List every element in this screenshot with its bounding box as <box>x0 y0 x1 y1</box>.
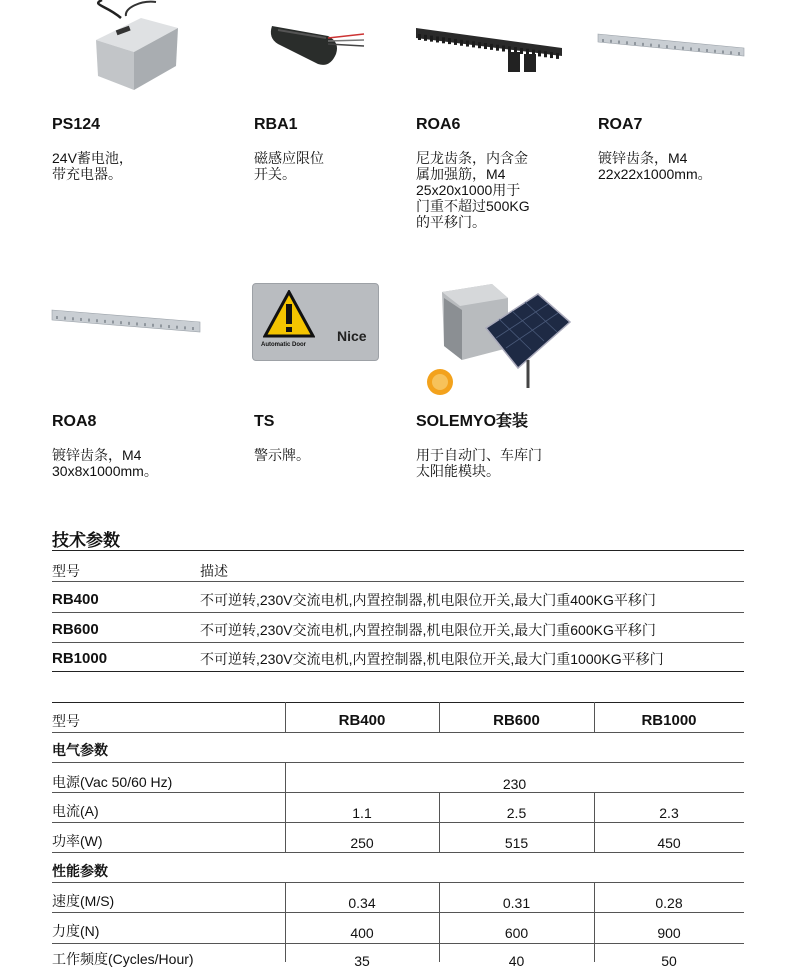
tech-row-model: RB600 <box>52 621 99 638</box>
spec-row-label: 工作频度(Cycles/Hour) <box>52 951 194 967</box>
spec-value: 40 <box>508 953 525 969</box>
rule <box>52 671 744 672</box>
product-name-solemyo: SOLEMYO套装 <box>416 413 529 430</box>
product-desc-solemyo: 用于自动门、车库门 太阳能模块。 <box>416 447 542 479</box>
spec-value: 600 <box>504 925 529 941</box>
spec-value: 400 <box>350 925 374 941</box>
spec-value: 2.3 <box>659 805 679 821</box>
product-name-ts: TS <box>254 413 275 430</box>
spec-row-label: 电流(A) <box>52 803 99 819</box>
spec-row-label: 功率(W) <box>52 833 103 849</box>
sun-icon <box>427 369 453 395</box>
tech-row-desc: 不可逆转,230V交流电机,内置控制器,机电限位开关,最大门重400KG平移门 <box>200 592 656 608</box>
tech-header-model: 型号 <box>52 563 80 579</box>
col-divider <box>439 882 440 962</box>
rule <box>52 912 744 913</box>
tech-section-title: 技术参数 <box>52 531 120 550</box>
tech-row-desc: 不可逆转,230V交流电机,内置控制器,机电限位开关,最大门重600KG平移门 <box>200 622 656 638</box>
nylon-rack-image <box>414 22 564 74</box>
spec-value: 0.34 <box>348 895 376 911</box>
spec-section-title: 性能参数 <box>52 863 108 879</box>
spec-header-rb1000: RB1000 <box>641 712 697 729</box>
rule <box>52 822 744 823</box>
spec-value: 0.28 <box>655 895 683 911</box>
spec-section-title: 电气参数 <box>52 742 108 758</box>
nice-logo: Nice <box>337 328 367 344</box>
battery-unit-image <box>86 0 186 95</box>
product-desc-roa7: 镀锌齿条，M4 22x22x1000mm。 <box>598 150 712 182</box>
magnetic-switch-image <box>268 20 368 80</box>
product-desc-rba1: 磁感应限位 开关。 <box>254 150 324 182</box>
spec-header-rb600: RB600 <box>493 712 540 729</box>
rule <box>52 612 744 613</box>
spec-value: 1.1 <box>352 805 372 821</box>
product-desc-roa6: 尼龙齿条，内含金 属加强筋，M4 25x20x1000用于 门重不超过500KG 的平移门。 <box>416 150 530 230</box>
warning-triangle-icon <box>263 290 315 340</box>
spec-value: 0.31 <box>502 895 531 911</box>
rule <box>52 732 744 733</box>
spec-value: 900 <box>657 925 681 941</box>
spec-header-label: 型号 <box>52 713 80 729</box>
tech-row-model: RB400 <box>52 591 99 608</box>
steel-rack-image <box>596 30 746 60</box>
rule <box>52 581 744 582</box>
spec-row-label: 电源(Vac 50/60 Hz) <box>52 774 173 790</box>
rule <box>52 943 744 944</box>
rule <box>52 792 744 793</box>
spec-value: 250 <box>350 835 374 851</box>
tech-header-desc: 描述 <box>200 563 228 579</box>
product-desc-ps124: 24V蓄电池， 带充电器。 <box>52 150 133 182</box>
spec-row-label: 速度(M/S) <box>52 893 115 909</box>
col-divider <box>285 882 286 962</box>
steel-rack-image <box>50 306 202 338</box>
rule <box>52 852 744 853</box>
rule <box>52 642 744 643</box>
rule <box>52 702 744 703</box>
solar-kit-image <box>420 284 572 400</box>
sign-text: Automatic Door <box>261 342 306 348</box>
product-desc-roa8: 镀锌齿条，M4 30x8x1000mm。 <box>52 447 158 479</box>
product-name-roa8: ROA8 <box>52 413 97 430</box>
warning-sign-image <box>252 283 379 361</box>
product-name-roa7: ROA7 <box>598 116 643 133</box>
product-name-rba1: RBA1 <box>254 116 298 133</box>
tech-row-model: RB1000 <box>52 650 108 667</box>
product-name-roa6: ROA6 <box>416 116 461 133</box>
spec-value: 515 <box>504 835 529 851</box>
spec-value: 50 <box>661 953 677 969</box>
product-name-ps124: PS124 <box>52 116 101 133</box>
tech-row-desc: 不可逆转,230V交流电机,内置控制器,机电限位开关,最大门重1000KG平移门 <box>200 651 664 667</box>
spec-row-label: 力度(N) <box>52 923 100 939</box>
rule <box>52 550 744 551</box>
spec-merged-value: 230 <box>502 776 527 792</box>
spec-value: 2.5 <box>506 805 527 821</box>
spec-value: 450 <box>657 835 681 851</box>
spec-header-rb400: RB400 <box>338 712 386 729</box>
product-desc-ts: 警示牌。 <box>254 447 310 463</box>
rule <box>52 882 744 883</box>
col-divider <box>594 882 595 962</box>
spec-value: 35 <box>354 953 370 969</box>
rule <box>52 762 744 763</box>
